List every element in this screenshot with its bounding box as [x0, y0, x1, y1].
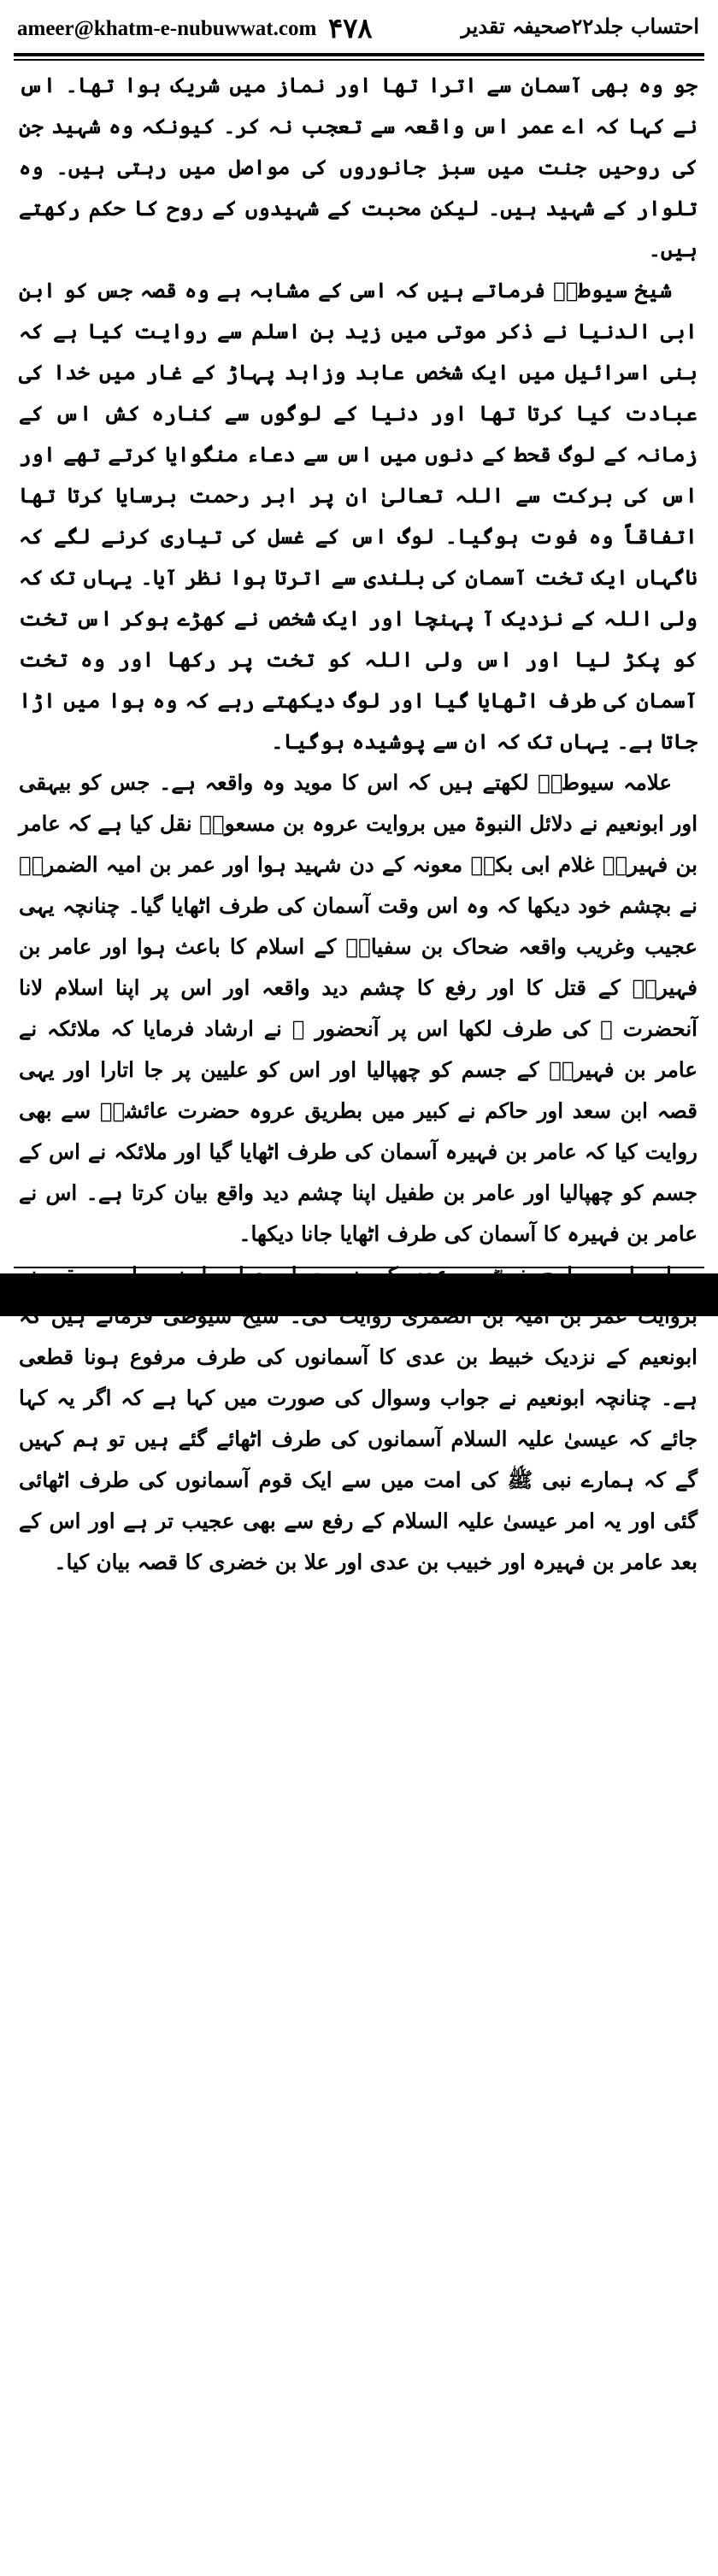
- header-email[interactable]: ameer@khatm-e-nubuwwat.com: [17, 17, 317, 40]
- page-number: ۴۷۸: [328, 12, 373, 44]
- footer-link-amtkn[interactable]: www.amtkn.com: [30, 2554, 166, 2575]
- paragraph-2: شیخ سیوطیؒ فرماتے ہیں کہ اسی کے مشابہ ہے وہ قصہ جس کو ابن ابی الدنیا نے ذکر موتی میں زید بن اسلم سے روایت کیا ہے کہ بنی اسرائیل میں ایک شخص عابد وزاہد پہاڑ کے غار میں خدا کی عبادت کیا کرتا تھا اور دنیا کے لوگوں سے کنارہ کش اس کے زمانہ کے لوگ قحط کے دنوں میں اس سے دعاء منگوایا کرتے تھے اور اس کی برکت سے اللہ تعالیٰ ان پر ابر رحمت برسایا کرتا تھا اتفاقاً وہ فوت ہوگیا۔ لوگ اس کے غسل کی تیاری کرنے لگے کہ ناگہاں ایک تخت آسمان کی بلندی سے اترتا ہوا نظر آیا۔ یہاں تک کہ ولی اللہ کے نزدیک آ پہنچا اور ایک شخص نے کھڑے ہوکر اس تخت کو پکڑ لیا اور اس ولی اللہ کو تخت پر رکھا اور وہ تخت آسمان کی طرف اٹھایا گیا اور لوگ دیکھتے رہے کہ وہ ہوا میں اڑا جاتا ہے۔ یہاں تک کہ ان سے پوشیدہ ہوگیا۔: [19, 278, 697, 754]
- page-header: [0, 0, 718, 62]
- footer-link-facebook[interactable]: www.facebook.com/amtkn313: [226, 2554, 467, 2575]
- page-body: [19, 65, 698, 1574]
- footer-rule: [14, 1267, 704, 1268]
- paragraph-4: ابونعیم کے نزدیک خبیط بن عدی کا آسمانوں کی طرف مرفوع ہونا قطعی ہے۔ چنانچہ ابونعیم نے جواب وسوال کی صورت میں کہا ہے کہ اگر یہ کہا جائے کہ عیسیٰ علیہ السلام آسمانوں کی طرف اٹھائے گئے ہیں تو ہم کہیں گے کہ ہمارے نبی ﷺ کی امت میں سے ایک قوم آسمانوں کی طرف اٹھائی گئی اور یہ امر عیسیٰ علیہ السلام کے رفع سے بھی عجیب تر ہے اور اس کے بعد عامر بن فہیرہ اور خبیب بن عدی اور علا بن خضری کا قصہ بیان کیا۔: [19, 1344, 698, 1574]
- paragraph-3: علامہ سیوطیؒ لکھتے ہیں کہ اس کا موید وہ واقعہ ہے۔ جس کو بیہقی اور ابونعیم نے دلائل النبوۃ میں بروایت عروہ بن مسعودؓ نقل کیا ہے کہ عامر بن فہیرہؓ غلام ابی بکرؓ معونہ کے دن شہید ہوا اور عمر بن امیہ الضمریؓ نے بچشم خود دیکھا کہ وہ اس وقت آسمان کی طرف اٹھایا گیا۔ چنانچہ یہی عجیب وغریب واقعہ ضحاک بن سفیانؓ کے اسلام کا باعث ہوا اور عامر بن فہیرہؓ کے قتل کا اور رفع کا چشم دید واقعہ اور اس پر اپنا اسلام لانا آنحضرت ﷺ کی طرف لکھا اس پر آنحضور ﷺ نے ارشاد فرمایا کہ ملائکہ نے عامر بن فہیرہؓ کے جسم کو چھپالیا اور اس کو علیین پر جا اتارا اور یہی قصہ ابن سعد اور حاکم نے کبیر میں بطریق عروہ حضرت عائشہؓ سے بھی روایت کیا کہ عامر بن فہیرہ آسمان کی طرف اٹھایا گیا اور ملائکہ نے اس کے جسم کو چھپالیا اور عامر بن طفیل اپنا چشم دید واقع بیان کرتا ہے۔ اس نے عامر بن فہیرہ کا آسمان کی طرف اٹھایا جانا دیکھا۔: [19, 770, 697, 1246]
- footer-link-emaktaba[interactable]: www.emaktaba.info: [527, 2554, 688, 2575]
- header-rule-thick: [14, 53, 704, 56]
- paragraph-1: جو وہ بھی آسمان سے اترا تھا اور نماز میں شریک ہوا تھا۔ اس نے کہا کہ اے عمر اس واقعہ سے تعجب نہ کر۔ کیونکہ وہ شہید جن کی روحیں جنت میں سبز جانوروں کی مواصل میں رہتی ہیں۔ وہ تلوار کے شہید ہیں۔ لیکن محبت کے شہیدوں کے روح کا حکم رکھتے ہیں۔: [19, 73, 697, 262]
- book-title: احتساب جلد۲۲صحیفہ تقدیر: [461, 14, 699, 38]
- header-rule-thin: [14, 59, 704, 61]
